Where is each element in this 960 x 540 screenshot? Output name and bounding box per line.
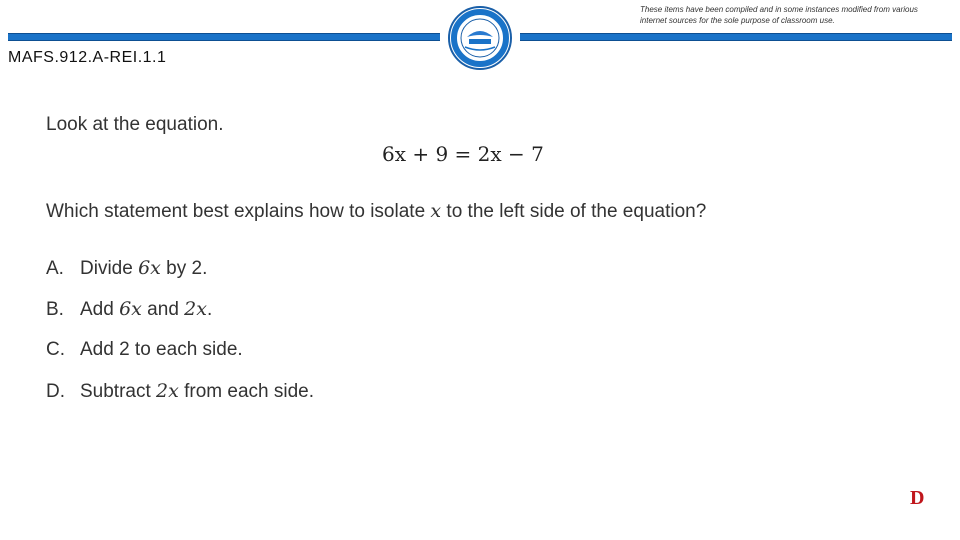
- answer-key: D: [910, 487, 925, 509]
- choice-c[interactable]: [46, 339, 243, 361]
- choice-math-2: 2x: [184, 298, 207, 320]
- choice-text-mid: and: [141, 299, 185, 320]
- header-bar-right: [520, 33, 952, 41]
- choice-a[interactable]: [46, 257, 207, 280]
- choice-d[interactable]: [46, 380, 314, 403]
- question-variable: x: [430, 200, 442, 222]
- choice-text: Subtract: [80, 381, 157, 402]
- disclaimer-text: These items have been compiled and in some instances modified from various internet sources for the sole purpose of classroom use.: [640, 5, 918, 25]
- choice-letter: B.: [46, 299, 64, 320]
- choice-text: Add: [80, 299, 120, 320]
- equation: 6x + 9 = 2x − 7: [382, 142, 544, 166]
- standard-code: MAFS.912.A-REI.1.1: [8, 49, 167, 66]
- choice-math: 2x: [156, 380, 179, 402]
- choice-text: Add 2 to each side.: [80, 339, 243, 360]
- choice-letter: A.: [46, 258, 64, 279]
- choice-math: 6x: [138, 257, 161, 279]
- header-bar-left: [8, 33, 440, 41]
- question-text-before: Which statement best explains how to isolate: [46, 201, 431, 222]
- school-seal-icon: [447, 5, 513, 71]
- choice-text: Divide: [80, 258, 139, 279]
- choice-text-end: by 2.: [160, 258, 208, 279]
- choice-text-end: from each side.: [178, 381, 315, 402]
- choice-letter: D.: [46, 381, 65, 402]
- question-text-after: to the left side of the equation?: [441, 201, 707, 222]
- problem-prompt: Look at the equation.: [46, 114, 224, 135]
- choice-letter: C.: [46, 339, 65, 360]
- choice-text-end: .: [206, 299, 213, 320]
- choice-math: 6x: [119, 298, 142, 320]
- question-text: [46, 200, 706, 223]
- choice-b[interactable]: [46, 298, 212, 321]
